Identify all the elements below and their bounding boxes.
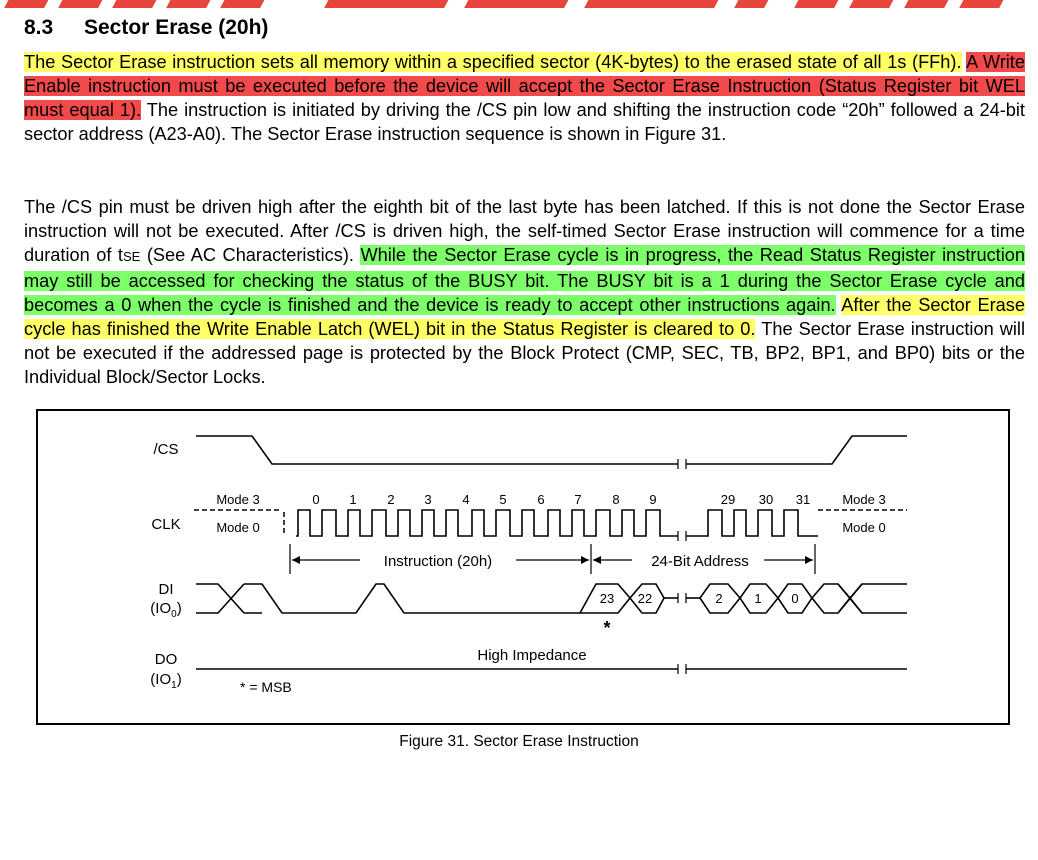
text-run: (See AC Characteristics). [140,245,361,265]
mode3-label-right: Mode 3 [842,492,886,507]
msb-marker: * [603,618,611,638]
di-bit-23: 23 [599,591,615,606]
mode0-label-left: Mode 0 [216,520,260,535]
clock-number-0: 0 [312,492,320,507]
clock-number-31: 31 [795,492,811,507]
signal-label-cs: /CS [153,441,179,458]
clock-number-9: 9 [649,492,657,507]
address-label: 24-Bit Address [651,553,749,570]
text-run: The /CS pin must be driven high after the eighth bit of the last byte has been latched. If this is not done the Sector Erase instruction will not be executed. After /CS is driven high, the self-timed Sector Erase instruction will commence for a time duration of t [24,197,1025,265]
text-run: The instruction is initiated by driving the /CS pin low and shifting the instruction code “20h” followed a 24-bit sector address (A23-A0). The Sector Erase instruction sequence is shown in Figure 31. [24,100,1025,144]
clock-number-6: 6 [537,492,545,507]
cs-waveform [196,436,907,464]
highlight-yellow: The Sector Erase instruction sets all memory within a specified sector (4K-bytes) to the erased state of all 1s (FFh). [24,52,962,72]
clock-number-5: 5 [499,492,507,507]
clock-number-4: 4 [462,492,470,507]
di-bit-0: 0 [791,591,799,606]
di-bit-22: 22 [637,591,653,606]
section-number: 8.3 [24,16,54,39]
clock-number-29: 29 [720,492,736,507]
clk-waveform [296,510,818,536]
instruction-label: Instruction (20h) [383,553,493,570]
highlight-red: A Write Enable instruction must be executed before the device will accept the Sector Erase Instruction (Status Register bit WEL must equal 1). [24,52,1025,120]
clock-number-30: 30 [758,492,774,507]
msb-note: * = MSB [240,679,292,695]
clock-numbers [312,492,810,507]
di-bit-2: 2 [715,591,723,606]
clock-number-8: 8 [612,492,620,507]
signal-label-do: DO [154,651,178,668]
clock-number-7: 7 [574,492,582,507]
signal-label-do-io: $(IO_1)$ [150,671,182,691]
signal-label-di: DI [158,581,174,598]
mode0-label-right: Mode 0 [842,520,886,535]
clock-number-3: 3 [424,492,432,507]
signal-label-di-io: $(IO_0)$ [150,600,182,620]
subscript-se: SE [122,249,141,264]
text-run: The Sector Erase instruction will not be executed if the addressed page is protected by the Block Protect (CMP, SEC, TB, BP2, BP1, and BP0) bits or the Individual Block/Sector Locks. [24,319,1026,387]
mode3-label-left: Mode 3 [216,492,260,507]
clk-mode-lines [194,510,907,536]
highlight-yellow: After the Sector Erase cycle has finished the Write Enable Latch (WEL) bit in the Status Register is cleared to 0. [24,295,1025,339]
clock-number-2: 2 [387,492,395,507]
signal-label-clk: CLK [151,516,181,533]
clock-number-1: 1 [349,492,357,507]
figure-caption: Figure 31. Sector Erase Instruction [399,733,639,750]
di-bit-1: 1 [754,591,762,606]
highlight-green: While the Sector Erase cycle is in progress, the Read Status Register instruction may still be accessed for checking the status of the BUSY bit. The BUSY bit is a 1 during the Sector Erase cycle and becomes a 0 when the cycle is finished and the device is ready to accept other instructions again. [24,245,1025,315]
section-title: Sector Erase (20h) [84,16,269,39]
di-waveform [196,584,907,613]
high-impedance-label: High Impedance [477,647,587,664]
